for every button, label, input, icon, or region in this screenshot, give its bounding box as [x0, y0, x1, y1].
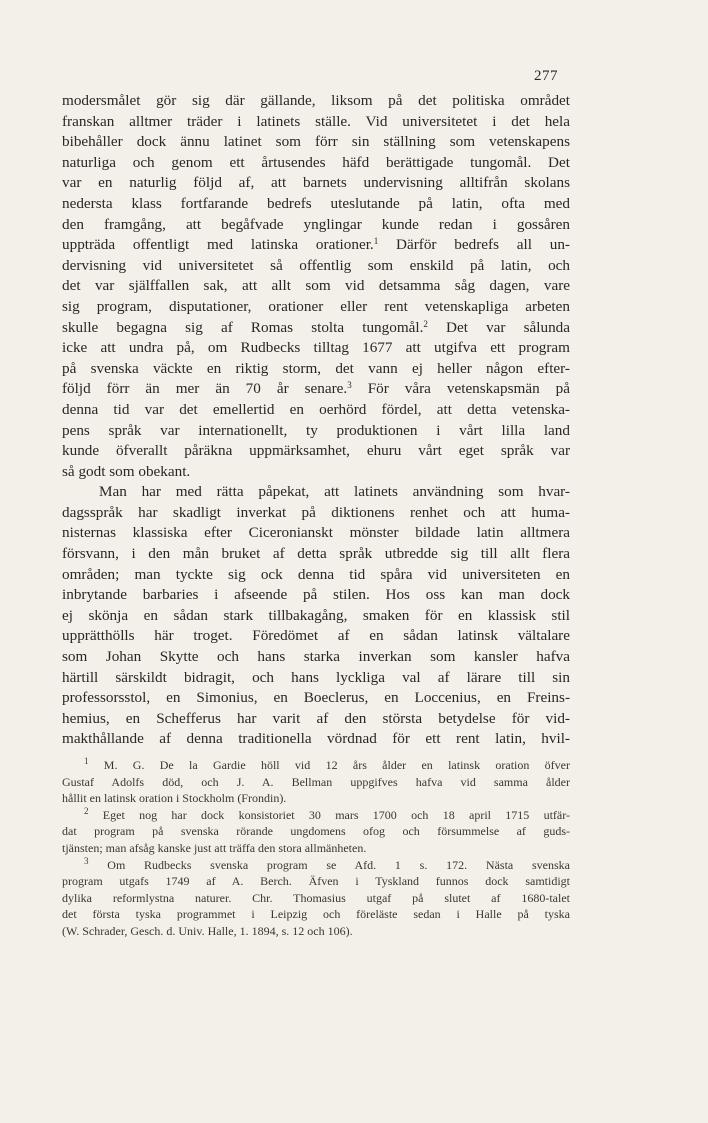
- body-text-line: [62, 235, 570, 256]
- body-text-line: [62, 626, 570, 647]
- footnote-reference: 1: [373, 236, 379, 247]
- footnote-line: [62, 923, 570, 940]
- body-text-line-text: områden; man tyckte sig ock denna tid spåra vid universiteten en: [62, 565, 570, 583]
- body-text-line-text: ej skönja en sådan stark tillbakagång, smaken för en klassisk stil: [62, 606, 570, 624]
- body-text-line-text: inbrytande barbaries i afseende på stilen. Hos oss kan man dock: [62, 586, 570, 604]
- footnote-line: [62, 873, 570, 890]
- footnote-marker: 3: [84, 855, 89, 866]
- body-text-line: [62, 421, 570, 442]
- body-text-line: [62, 544, 570, 565]
- body-text-line: [62, 441, 570, 462]
- body-text-line-text: dervisning vid universitetet så offentlig som enskild på latin, och: [62, 256, 570, 274]
- body-text-line-text: sig program, disputationer, orationer eller rent vetenskapliga arbeten: [62, 297, 570, 315]
- body-text-line: [62, 462, 570, 483]
- body-text-line: [62, 153, 570, 174]
- body-text-line: [62, 276, 570, 297]
- footnote-line-text: Om Rudbecks svenska program se Afd. 1 s. 172. Nästa svenska: [88, 857, 570, 872]
- body-text-line-text: Man har med rätta påpekat, att latinets användning som hvar-: [99, 483, 570, 501]
- body-text-line-text: denna tid var det emellertid en oerhörd fördel, att detta vetenska-: [62, 400, 570, 418]
- body-text-line-text: Därför bedrefs all un-: [378, 236, 570, 254]
- body-text-line-text: dagsspråk har skadligt inverkat på diktionens renhet och att huma-: [62, 503, 570, 521]
- footnote-line: [62, 840, 570, 857]
- body-text-line-text: uppträda offentligt med latinska orationer.: [62, 236, 374, 254]
- body-text-line-text: härtill särskildt bidragit, och hans lyckliga val af lärare till sin: [62, 668, 570, 686]
- body-text-line-text: makthållande af denna traditionella vördnad för ett rent latin, hvil-: [62, 730, 570, 748]
- body-text-line-text: naturliga och genom ett årtusendes häfd berättigade tungomål. Det: [62, 153, 570, 171]
- footnote-line-text: det första tyska programmet i Leipzig och föreläste sedan i Halle på tyska: [62, 907, 570, 922]
- footnote-line: [62, 906, 570, 923]
- body-text-line-text: Det var sålunda: [427, 318, 570, 336]
- body-text-line: [62, 173, 570, 194]
- body-text-line: [62, 194, 570, 215]
- body-text-line-text: det var själffallen sak, att allt som vid detsamma såg dagen, vare: [62, 277, 570, 295]
- footnote-line-text: program utgafs 1749 af A. Berch. Äfven i Tyskland funnos dock samtidigt: [62, 874, 570, 889]
- footnote-line-text: M. G. De la Gardie höll vid 12 års ålder en latinsk oration öfver: [88, 758, 570, 772]
- body-text-line: [62, 256, 570, 277]
- body-text-line-text: icke att undra på, om Rudbecks tilltag 1677 att utgifva ett program: [62, 339, 570, 357]
- body-text-line-text: upprätthölls här troget. Föredömet af en sådan latinsk vältalare: [62, 627, 570, 645]
- body-text-line: [62, 688, 570, 709]
- footnote-line: [62, 890, 570, 907]
- body-text: [62, 91, 570, 750]
- body-text-line-text: kunde öfverallt påräkna uppmärksamhet, ehuru vårt eget språk var: [62, 442, 570, 460]
- body-text-line-text: professorsstol, en Simonius, en Boeclerus, en Loccenius, en Freins-: [62, 689, 570, 707]
- body-text-line-text: så godt som obekant.: [62, 462, 191, 480]
- body-text-line: [62, 482, 570, 503]
- body-text-line-text: följd förr än mer än 70 år senare.: [62, 380, 348, 398]
- body-text-line: [62, 379, 570, 400]
- body-text-line-text: nedersta klass fortfarande bedrefs uteslutande på latin, ofta med: [62, 194, 570, 212]
- body-text-line: [62, 729, 570, 750]
- body-text-line: [62, 709, 570, 730]
- body-text-line: [62, 359, 570, 380]
- footnote-line: [62, 857, 570, 874]
- body-text-line-text: den framgång, att begåfvade ynglingar kunde redan i gossåren: [62, 215, 570, 233]
- body-text-line: [62, 318, 570, 339]
- footnote-reference: 3: [347, 380, 352, 391]
- footnote-line-text: dylika reformlystna naturer. Chr. Thomasius utgaf på slutet af 1680-talet: [62, 890, 570, 905]
- body-text-line-text: försvann, i den mån bruket af detta språk utbredde sig till allt flera: [62, 545, 570, 563]
- footnote-line: [62, 757, 570, 774]
- body-text-line: [62, 112, 570, 133]
- footnote-line-text: Eget nog har dock konsistoriet 30 mars 1700 och 18 april 1715 utfär-: [88, 807, 570, 822]
- footnote-line: [62, 790, 570, 807]
- body-text-line-text: franskan alltmer träder i latinets ställe. Vid universitetet i det hela: [62, 112, 570, 130]
- body-text-line-text: bibehåller dock ännu latinet som förr sin ställning som vetenskapens: [62, 133, 570, 151]
- body-text-line-text: var en naturlig följd af, att barnets undervisning alltifrån skolans: [62, 174, 570, 192]
- body-text-line: [62, 297, 570, 318]
- body-text-line-text: som Johan Skytte och hans starka inverkan som kansler hafva: [62, 648, 570, 666]
- body-text-line-text: pens språk var internationellt, ty produktionen i vårt lilla land: [62, 421, 570, 439]
- body-text-line: [62, 503, 570, 524]
- body-text-line: [62, 565, 570, 586]
- body-text-line: [62, 668, 570, 689]
- body-text-line: [62, 215, 570, 236]
- body-text-line: [62, 338, 570, 359]
- body-text-line-text: nisternas klassiska efter Ciceronianskt mönster bildade latin alltmera: [62, 524, 570, 542]
- body-text-line-text: på svenska väckte en riktig storm, det vann ej heller någon efter-: [62, 359, 570, 377]
- footnote-line: [62, 823, 570, 840]
- body-text-line: [62, 606, 570, 627]
- body-text-line: [62, 585, 570, 606]
- footnote-marker: 2: [84, 805, 89, 816]
- footnote-line-text: hållit en latinsk oration i Stockholm (Frondin).: [62, 791, 287, 806]
- body-text-line-text: hemius, en Schefferus har varit af den största betydelse för vid-: [62, 709, 570, 727]
- body-text-line-text: modersmålet gör sig där gällande, liksom på det politiska området: [62, 92, 570, 109]
- body-text-line: [62, 647, 570, 668]
- footnote-line-text: tjänsten; man afsåg kanske just att träffa den stora allmänheten.: [62, 840, 367, 855]
- footnotes: [62, 757, 570, 940]
- footnote-line: [62, 774, 570, 791]
- body-text-line: [62, 132, 570, 153]
- footnote-reference: 2: [423, 318, 428, 329]
- body-text-line: [62, 523, 570, 544]
- footnote-line-text: (W. Schrader, Gesch. d. Univ. Halle, 1. 1894, s. 12 och 106).: [62, 923, 353, 938]
- body-text-line-text: För våra vetenskapsmän på: [351, 380, 570, 398]
- footnote-marker: 1: [84, 756, 89, 766]
- body-text-line: [62, 91, 570, 112]
- page-number: 277: [534, 68, 558, 84]
- footnote-line: [62, 807, 570, 824]
- footnote-line-text: dat program på svenska rörande ungdomens ofog och försummelse af guds-: [62, 824, 570, 839]
- body-text-line: [62, 400, 570, 421]
- body-text-line-text: skulle begagna sig af Romas stolta tungomål.: [62, 318, 424, 336]
- footnote-line-text: Gustaf Adolfs död, och J. A. Bellman uppgifves hafva vid samma ålder: [62, 774, 570, 789]
